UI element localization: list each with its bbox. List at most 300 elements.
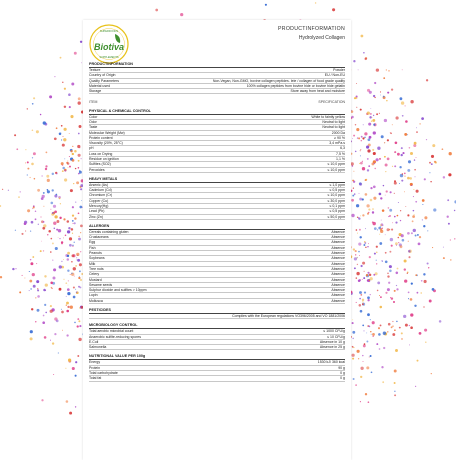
paint-speck — [44, 275, 46, 277]
paint-speck — [66, 302, 69, 305]
paint-speck — [354, 257, 357, 260]
paint-speck — [429, 172, 430, 173]
row-value: Neutral to light — [322, 120, 345, 124]
paint-speck — [56, 173, 58, 175]
paint-speck — [358, 217, 360, 219]
paint-speck — [52, 242, 54, 244]
row-value: EU / Non-EU — [324, 73, 345, 78]
paint-speck — [426, 139, 427, 140]
paint-speck — [380, 197, 382, 199]
row-value: Absence — [331, 288, 345, 293]
section-pesticides-heading: PESTICIDES — [89, 308, 345, 314]
paint-speck — [368, 138, 371, 141]
paint-speck — [64, 170, 66, 172]
paint-speck — [392, 321, 393, 322]
paint-speck — [447, 216, 449, 218]
paint-speck — [392, 124, 393, 125]
paint-speck — [363, 344, 366, 347]
paint-speck — [362, 167, 365, 170]
paint-speck — [423, 273, 425, 275]
paint-speck — [357, 257, 358, 258]
paint-speck — [69, 244, 72, 247]
paint-speck — [355, 124, 356, 125]
paint-speck — [414, 169, 416, 171]
paint-speck — [360, 367, 363, 370]
paint-speck — [422, 219, 423, 220]
paint-speck — [70, 306, 73, 309]
paint-speck — [394, 290, 396, 292]
paint-speck — [29, 271, 30, 272]
paint-speck — [71, 254, 74, 257]
paint-speck — [450, 259, 452, 261]
paint-speck — [404, 268, 406, 270]
paint-speck — [15, 230, 16, 231]
row-label: Country of Origin — [89, 73, 116, 78]
paint-speck — [373, 124, 375, 126]
paint-speck — [394, 329, 396, 331]
paint-speck — [64, 106, 66, 108]
paint-speck — [390, 132, 391, 133]
row-label: Sulfites (SO2) — [89, 162, 111, 167]
row-value: Absence — [331, 256, 345, 261]
row-value: Absence — [331, 282, 345, 287]
paint-speck — [370, 113, 372, 115]
paint-speck — [391, 326, 393, 328]
paint-speck — [402, 115, 404, 117]
row-label: Total fat — [89, 376, 102, 381]
row-value: Store away from heat and moisture — [290, 89, 345, 94]
paint-speck — [382, 209, 385, 212]
paint-speck — [70, 150, 72, 152]
paint-speck — [383, 77, 385, 79]
paint-speck — [79, 125, 82, 128]
paint-speck — [424, 329, 427, 332]
paint-speck — [58, 229, 61, 232]
paint-speck — [75, 361, 77, 363]
paint-speck — [362, 303, 364, 305]
paint-speck — [364, 58, 366, 60]
paint-speck — [60, 57, 62, 59]
paint-speck — [40, 114, 42, 116]
paint-speck — [77, 325, 79, 327]
paint-speck — [61, 162, 64, 165]
paint-speck — [54, 137, 57, 140]
paint-speck — [371, 371, 373, 373]
paint-speck — [378, 327, 380, 329]
row-value: Absence in 25 g — [319, 345, 345, 350]
paint-speck — [74, 322, 76, 324]
paint-speck — [418, 243, 421, 246]
paint-speck — [357, 137, 358, 138]
paint-speck — [81, 200, 82, 201]
paint-speck — [180, 13, 183, 16]
row-value: ≤ 0,5 ppm — [329, 188, 345, 193]
paint-speck — [396, 285, 397, 286]
paint-speck — [36, 130, 39, 133]
paint-speck — [370, 108, 371, 109]
row-value: 0 g — [340, 376, 345, 381]
paint-speck — [67, 288, 70, 291]
paint-speck — [400, 97, 403, 100]
paint-speck — [373, 185, 376, 188]
row-label: Lupin — [89, 293, 98, 298]
row-label: Tree nuts — [89, 266, 104, 271]
paint-speck — [359, 198, 362, 201]
paint-speck — [359, 193, 360, 194]
paint-speck — [386, 190, 388, 192]
row-value: ≤ 10 CFU/g — [327, 334, 345, 339]
paint-speck — [360, 376, 362, 378]
paint-speck — [75, 265, 77, 267]
paint-speck — [359, 255, 360, 256]
row-value: Absence — [331, 245, 345, 250]
paint-speck — [381, 220, 382, 221]
paint-speck — [72, 159, 75, 162]
paint-speck — [404, 259, 407, 262]
row-value: White to faintly yellow — [311, 114, 345, 119]
row-label: Residue on ignition — [89, 157, 119, 162]
paint-speck — [381, 135, 384, 138]
paint-speck — [407, 177, 410, 180]
row-label: Material used — [89, 83, 111, 88]
paint-speck — [387, 275, 389, 277]
paint-speck — [74, 217, 76, 219]
paint-speck — [68, 167, 69, 168]
paint-speck — [383, 185, 384, 186]
pesticides-value: Complies with the European regulations VO396/2005 and VO 1881/2006 — [232, 313, 345, 318]
paint-speck — [63, 279, 64, 280]
paint-speck — [368, 243, 369, 244]
paint-speck — [403, 315, 406, 318]
paint-speck — [353, 248, 355, 250]
paint-speck — [69, 156, 70, 157]
paint-speck — [392, 333, 395, 336]
section-productinfo-heading: PRODUCTINFORMATION — [89, 62, 345, 68]
paint-speck — [69, 166, 71, 168]
paint-speck — [77, 259, 80, 262]
paint-speck — [367, 296, 370, 299]
paint-speck — [422, 204, 423, 205]
paint-speck — [427, 230, 428, 231]
paint-speck — [58, 237, 59, 238]
spec-column-header: SPECIFICATION — [318, 100, 345, 105]
paint-speck — [77, 318, 79, 320]
paint-speck — [68, 93, 71, 96]
paint-speck — [379, 242, 382, 245]
paint-speck — [411, 283, 413, 285]
paint-speck — [356, 229, 358, 231]
row-label: Fish — [89, 245, 96, 250]
row-label: Mollusca — [89, 298, 103, 303]
paint-speck — [359, 291, 362, 294]
paint-speck — [79, 263, 82, 266]
paint-speck — [63, 218, 65, 220]
paint-speck — [410, 152, 413, 155]
paint-speck — [362, 299, 364, 301]
paint-speck — [405, 120, 408, 123]
svg-text:SUPERFOODS: SUPERFOODS — [99, 30, 119, 33]
paint-speck — [380, 91, 381, 92]
paint-speck — [392, 166, 393, 167]
paint-speck — [443, 247, 444, 248]
paint-speck — [394, 180, 396, 182]
paint-speck — [36, 263, 37, 264]
paint-speck — [80, 251, 81, 252]
paint-speck — [32, 157, 33, 158]
paint-speck — [359, 298, 361, 300]
paint-speck — [56, 320, 59, 323]
paint-speck — [411, 232, 413, 234]
paint-speck — [413, 196, 414, 197]
paint-speck — [63, 259, 64, 260]
paint-speck — [376, 113, 378, 115]
paint-speck — [362, 137, 364, 139]
paint-speck — [72, 233, 73, 234]
micro-row — [89, 345, 345, 350]
paint-speck — [50, 305, 52, 307]
paint-speck — [398, 242, 399, 243]
paint-speck — [388, 70, 389, 71]
paint-speck — [72, 367, 75, 370]
row-label: Anaerobic sulfite-reducing spores — [89, 334, 141, 339]
paint-speck — [394, 394, 396, 396]
paint-speck — [35, 218, 37, 220]
paint-speck — [362, 214, 364, 216]
paint-speck — [356, 95, 358, 97]
paint-speck — [67, 252, 70, 255]
paint-speck — [52, 259, 53, 260]
paint-speck — [405, 206, 406, 207]
paint-speck — [68, 358, 71, 361]
row-label: Chromium (Cr) — [89, 193, 113, 198]
paint-speck — [431, 155, 434, 158]
pesticides-row — [89, 314, 345, 319]
paint-speck — [352, 346, 354, 348]
paint-speck — [373, 131, 376, 134]
paint-speck — [43, 289, 46, 292]
paint-speck — [374, 168, 375, 169]
paint-speck — [385, 195, 386, 196]
paint-speck — [429, 162, 431, 164]
paint-speck — [41, 197, 44, 200]
paint-speck — [360, 310, 363, 313]
row-value: 2000 Da — [331, 130, 345, 135]
paint-speck — [415, 386, 416, 387]
paint-speck — [450, 239, 451, 240]
paint-speck — [399, 183, 400, 184]
paint-speck — [356, 107, 357, 108]
paint-speck — [71, 228, 74, 231]
paint-speck — [155, 9, 158, 12]
paint-speck — [78, 133, 80, 135]
row-value: ≤ 30,0 ppm — [327, 198, 345, 203]
paint-speck — [25, 149, 26, 150]
paint-speck — [61, 309, 62, 310]
paint-speck — [69, 133, 70, 134]
paint-speck — [32, 208, 33, 209]
paint-speck — [76, 257, 77, 258]
allergen-row — [89, 299, 345, 304]
paint-speck — [72, 153, 74, 155]
paint-speck — [352, 331, 355, 334]
paint-speck — [366, 366, 369, 369]
row-label: Loss on Drying — [89, 151, 113, 156]
paint-speck — [353, 347, 354, 348]
nutrition-row — [89, 376, 345, 381]
paint-speck — [367, 246, 368, 247]
paint-speck — [429, 300, 432, 303]
row-value: ≤ 0,1 ppm — [329, 204, 345, 209]
paint-speck — [391, 297, 393, 299]
paint-speck — [393, 301, 395, 303]
paint-speck — [434, 161, 436, 163]
paint-speck — [81, 158, 82, 159]
paint-speck — [410, 326, 413, 329]
paint-speck — [363, 244, 365, 246]
paint-speck — [73, 183, 74, 184]
paint-speck — [454, 210, 455, 211]
paint-speck — [64, 88, 66, 90]
paint-speck — [42, 321, 45, 324]
paint-speck — [49, 95, 52, 98]
paint-speck — [24, 222, 27, 225]
paint-speck — [405, 105, 406, 106]
paint-speck — [355, 254, 356, 255]
paint-speck — [59, 133, 62, 136]
paint-speck — [422, 199, 425, 202]
paint-speck — [356, 128, 359, 131]
paint-speck — [416, 157, 417, 158]
paint-speck — [401, 332, 403, 334]
paint-speck — [372, 117, 373, 118]
paint-speck — [67, 162, 70, 165]
paint-speck — [372, 333, 375, 336]
paint-speck — [372, 321, 375, 324]
paint-speck — [27, 174, 28, 175]
paint-speck — [15, 268, 16, 269]
paint-speck — [56, 127, 58, 129]
paint-speck — [34, 178, 36, 180]
paint-speck — [14, 134, 16, 136]
paint-speck — [24, 278, 25, 279]
paint-speck — [415, 201, 417, 203]
paint-speck — [417, 234, 419, 236]
row-label: Salmonella — [89, 345, 107, 350]
paint-speck — [419, 332, 422, 335]
paint-speck — [423, 225, 425, 227]
paint-speck — [396, 321, 398, 323]
paint-speck — [79, 171, 82, 174]
paint-speck — [33, 97, 35, 99]
paint-speck — [41, 175, 42, 176]
paint-speck — [67, 230, 70, 233]
paint-speck — [385, 164, 388, 167]
paint-speck — [63, 128, 66, 131]
paint-speck — [44, 336, 47, 339]
paint-speck — [401, 180, 403, 182]
paint-speck — [72, 245, 74, 247]
paint-speck — [67, 258, 70, 261]
paint-speck — [80, 279, 82, 281]
heavy-row — [89, 215, 345, 220]
row-label: Cereals containing gluten — [89, 229, 129, 234]
paint-speck — [352, 322, 354, 324]
paint-speck — [71, 83, 74, 86]
row-value: 3,4 mPa.s — [329, 141, 345, 146]
paint-speck — [52, 189, 54, 191]
paint-speck — [439, 320, 442, 323]
paint-speck — [79, 276, 80, 277]
paint-speck — [362, 161, 363, 162]
paint-speck — [355, 384, 357, 386]
paint-speck — [31, 163, 34, 166]
item-spec-header — [89, 100, 345, 104]
paint-speck — [71, 273, 72, 274]
paint-speck — [379, 113, 380, 114]
paint-speck — [53, 277, 56, 280]
paint-speck — [379, 234, 380, 235]
paint-speck — [353, 378, 355, 380]
paint-speck — [367, 111, 370, 114]
row-label: Protein — [89, 365, 101, 370]
paint-speck — [401, 338, 402, 339]
paint-speck — [78, 277, 80, 279]
paint-speck — [408, 250, 411, 253]
paint-speck — [356, 272, 359, 275]
paint-speck — [408, 160, 411, 163]
row-value: ≤ 1000 CFU/g — [323, 329, 345, 334]
paint-speck — [417, 292, 419, 294]
paint-speck — [61, 241, 63, 243]
paint-speck — [373, 274, 375, 276]
paint-speck — [79, 286, 81, 288]
paint-speck — [353, 135, 355, 137]
paint-speck — [368, 209, 370, 211]
paint-speck — [66, 296, 67, 297]
row-label: Energy — [89, 360, 101, 365]
product-sheet — [83, 20, 351, 460]
paint-speck — [72, 215, 74, 217]
paint-speck — [48, 230, 51, 233]
paint-speck — [27, 209, 30, 212]
row-label: Cadmium (Cd) — [89, 188, 112, 193]
product-name: Hydrolyzed Collagen — [298, 35, 345, 41]
paint-speck — [360, 155, 361, 156]
paint-speck — [75, 406, 76, 407]
paint-speck — [67, 220, 70, 223]
paint-speck — [79, 147, 80, 148]
paint-speck — [68, 280, 69, 281]
paint-speck — [404, 172, 406, 174]
paint-speck — [414, 159, 415, 160]
paint-speck — [369, 274, 371, 276]
paint-speck — [74, 150, 77, 153]
paint-speck — [408, 292, 410, 294]
paint-speck — [364, 292, 366, 294]
paint-speck — [385, 252, 387, 254]
paint-speck — [413, 214, 414, 215]
paint-speck — [40, 250, 42, 252]
paint-speck — [21, 233, 23, 235]
paint-speck — [369, 357, 370, 358]
paint-speck — [61, 125, 63, 127]
paint-speck — [397, 153, 400, 156]
paint-speck — [69, 412, 72, 415]
paint-speck — [448, 223, 450, 225]
paint-speck — [380, 324, 382, 326]
paint-speck — [407, 214, 409, 216]
paint-speck — [426, 79, 428, 81]
